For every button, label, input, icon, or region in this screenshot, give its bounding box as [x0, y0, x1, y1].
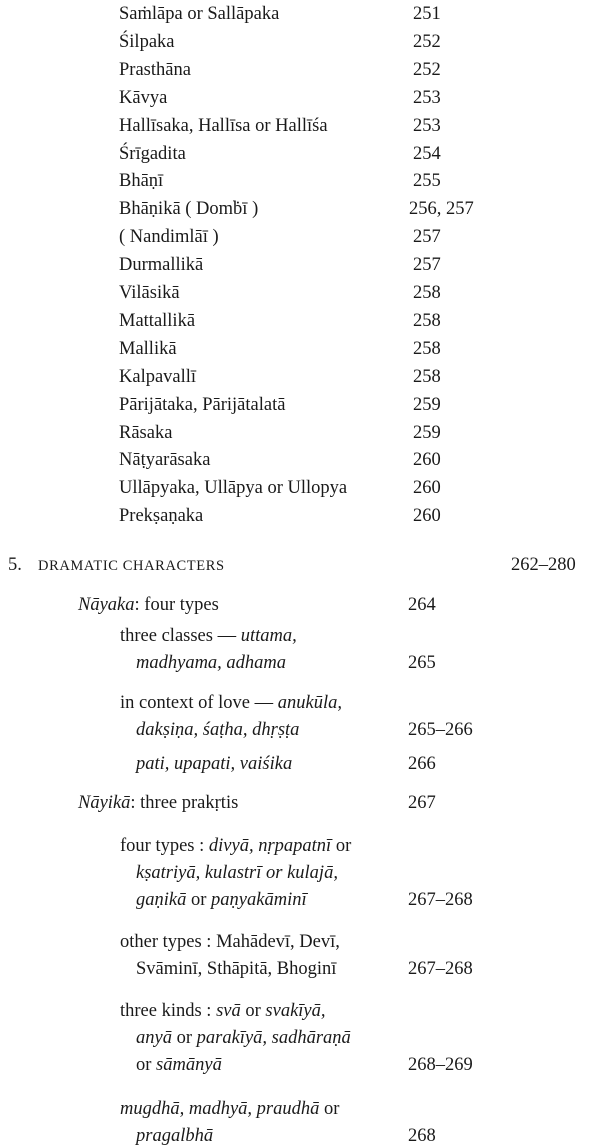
italic-term: divyā, nṛpapatnī — [208, 836, 332, 856]
toc-entry-title: Kalpavallī — [119, 366, 197, 387]
italic-term: gaṇikā — [136, 890, 187, 910]
toc-entry-page: 259 — [413, 422, 441, 443]
toc-entry-page: 253 — [413, 87, 441, 108]
toc-entry-title: Ullāpyaka, Ullāpya or Ullopya — [119, 478, 348, 499]
toc-entry-title: Prasthāna — [119, 59, 191, 80]
entry-text: three classes — — [120, 626, 241, 646]
toc-entry-title: Vilāsikā — [119, 283, 180, 303]
toc-entry-title: Pārijātaka, Pārijātalatā — [119, 394, 286, 415]
toc-subentry-page: 268–269 — [408, 1055, 473, 1075]
entry-text: : four types — [134, 595, 219, 615]
toc-subentry-line — [136, 1027, 351, 1049]
toc-entry-title: Bhāṇī — [119, 171, 164, 192]
toc-entry-page: 258 — [413, 366, 441, 387]
italic-term: paṇyakāminī — [211, 890, 307, 910]
toc-entry-page: 253 — [413, 115, 441, 136]
toc-subentry-line — [120, 692, 342, 714]
toc-entry-title: Śilpaka — [119, 31, 175, 52]
entry-text: or — [319, 1099, 340, 1119]
italic-term: madhyama, adhama — [136, 653, 287, 673]
toc-subentry-line — [136, 652, 286, 674]
entry-text: other types : Mahādevī, Devī, — [120, 932, 340, 952]
toc-entry-title: Rāsaka — [119, 422, 173, 443]
toc-subentry-page: 268 — [408, 1126, 436, 1146]
italic-term: Nāyaka — [78, 595, 135, 615]
toc-entry-page: 260 — [413, 478, 441, 499]
entry-text: in context of love — — [120, 693, 278, 713]
italic-term: Nāyikā — [78, 793, 131, 813]
toc-entry-page: 256, 257 — [409, 199, 474, 220]
entry-text: or — [136, 1055, 157, 1075]
toc-subentry-page: 264 — [408, 595, 436, 615]
toc-subentry-page: 267–268 — [408, 890, 473, 910]
toc-subentry-line — [136, 1054, 222, 1076]
toc-subentry-line — [136, 753, 292, 775]
toc-subentry-page: 267–268 — [408, 959, 473, 979]
italic-term: dakṣiṇa, śaṭha, dhṛṣṭa — [136, 720, 300, 740]
toc-subentry-line — [120, 835, 351, 857]
chapter-title: DRAMATIC CHARACTERS — [38, 558, 225, 574]
entry-text: or — [186, 890, 212, 910]
toc-subentry-page: 267 — [408, 793, 436, 813]
toc-entry-page: 258 — [413, 310, 441, 331]
italic-term: sāmānyā — [156, 1055, 222, 1075]
toc-entry-title: Mallikā — [119, 338, 177, 359]
italic-term: mugdhā, madhyā, praudhā — [120, 1099, 320, 1119]
toc-entry-title: Bhāṇikā ( Domḃī ) — [119, 199, 259, 220]
italic-term: kṣatriyā, kulastrī or kulajā, — [136, 863, 338, 883]
chapter-number: 5. — [8, 555, 22, 575]
italic-term: parakīyā, sadhāraṇā — [196, 1028, 351, 1048]
toc-subentry-line — [136, 862, 338, 884]
toc-entry-page: 252 — [413, 59, 441, 80]
toc-entry-page: 257 — [413, 227, 441, 248]
toc-subentry-line — [120, 931, 340, 953]
toc-entry-title: Hallīsaka, Hallīsa or Hallīśa — [119, 115, 328, 136]
entry-text: or — [240, 1001, 266, 1021]
toc-entry-title: Śrīgadita — [119, 143, 186, 164]
italic-term: svakīyā, — [265, 1001, 326, 1021]
italic-term: anyā — [136, 1028, 172, 1048]
toc-entry-page: 255 — [413, 171, 441, 192]
toc-subentry-line — [78, 594, 219, 616]
toc-subentry-line — [136, 719, 299, 741]
entry-text: : three prakṛtis — [130, 793, 239, 813]
toc-entry-page: 251 — [413, 4, 441, 24]
toc-entry-page: 260 — [413, 450, 441, 471]
toc-entry-title: ( Nandimlāī ) — [119, 227, 219, 248]
italic-term: uttama, — [240, 626, 297, 646]
toc-subentry-line — [120, 1000, 326, 1022]
toc-entry-page: 258 — [413, 338, 441, 359]
toc-entry-page: 260 — [413, 506, 441, 527]
italic-term: pati, upapati, vaiśika — [136, 754, 293, 774]
toc-subentry-line — [78, 792, 238, 814]
toc-entry-page: 254 — [413, 143, 441, 164]
entry-text: three kinds : — [120, 1001, 217, 1021]
italic-term: svā — [216, 1001, 241, 1021]
toc-entry-title: Saṁlāpa or Sallāpaka — [119, 4, 280, 24]
italic-term: pragalbhā — [136, 1126, 214, 1146]
toc-entry-title: Mattallikā — [119, 310, 196, 331]
toc-entry-title: Kāvya — [119, 87, 168, 108]
entry-text: or — [331, 836, 352, 856]
toc-subentry-page: 265–266 — [408, 720, 473, 740]
entry-text: Svāminī, Sthāpitā, Bhoginī — [136, 959, 337, 979]
entry-text: four types : — [120, 836, 209, 856]
toc-entry-title: Prekṣaṇaka — [119, 506, 204, 527]
toc-subentry-page: 266 — [408, 754, 436, 774]
toc-entry-title: Durmallikā — [119, 255, 204, 276]
toc-subentry-line — [120, 625, 297, 647]
toc-entry-title: Nāṭyarāsaka — [119, 450, 211, 471]
chapter-pages: 262–280 — [511, 555, 576, 575]
toc-subentry-line — [120, 1098, 339, 1120]
italic-term: anukūla, — [277, 693, 342, 713]
toc-entry-page: 252 — [413, 31, 441, 52]
toc-entry-page: 257 — [413, 255, 441, 276]
entry-text: or — [171, 1028, 197, 1048]
toc-entry-page: 258 — [413, 283, 441, 303]
toc-subentry-line — [136, 889, 307, 911]
toc-subentry-line — [136, 1125, 213, 1147]
toc-subentry-line — [136, 958, 336, 980]
toc-entry-page: 259 — [413, 394, 441, 415]
toc-subentry-page: 265 — [408, 653, 436, 673]
